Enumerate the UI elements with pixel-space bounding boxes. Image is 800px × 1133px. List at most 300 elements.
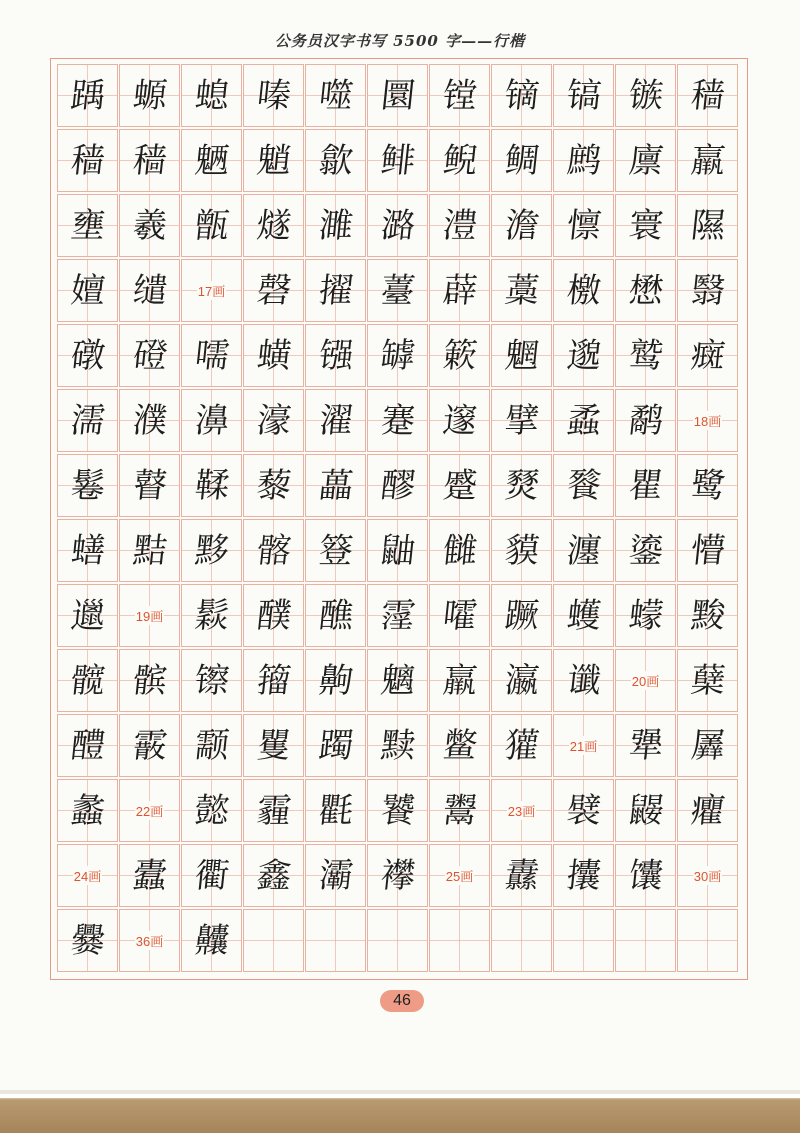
stroke-count-label: 30画 (693, 866, 722, 885)
character-cell (615, 64, 676, 127)
empty-practice-cell (367, 909, 428, 972)
character-cell (57, 779, 118, 842)
character-cell (367, 324, 428, 387)
handwritten-character: 攮 (564, 855, 603, 896)
character-cell (367, 389, 428, 452)
handwritten-character: 嬗 (68, 270, 107, 311)
handwritten-character: 邈 (564, 335, 603, 376)
character-cell (305, 714, 366, 777)
handwritten-character: 霾 (254, 790, 293, 831)
character-cell (181, 454, 242, 517)
character-cell (429, 129, 490, 192)
handwritten-character: 蹶 (502, 595, 541, 636)
empty-practice-cell (615, 909, 676, 972)
handwritten-character: 镲 (192, 660, 231, 701)
character-cell (491, 194, 552, 257)
character-cell (553, 389, 614, 452)
handwritten-character: 瀍 (564, 530, 603, 571)
handwritten-character: 衢 (192, 855, 231, 896)
handwritten-character: 醪 (378, 465, 417, 506)
handwritten-character: 犟 (626, 725, 665, 766)
handwritten-character: 鲷 (502, 140, 541, 181)
character-cell (367, 519, 428, 582)
handwritten-character: 镪 (316, 335, 355, 376)
character-cell (677, 519, 738, 582)
stroke-count-cell (181, 259, 242, 322)
handwritten-character: 鹫 (626, 335, 665, 376)
handwritten-character: 雠 (440, 530, 479, 571)
character-cell (429, 584, 490, 647)
handwritten-character: 蠡 (68, 790, 107, 831)
character-cell (181, 779, 242, 842)
handwritten-character: 檄 (564, 270, 603, 311)
handwritten-character: 濮 (130, 400, 169, 441)
handwritten-character: 澹 (502, 205, 541, 246)
handwritten-character: 灞 (316, 855, 355, 896)
handwritten-character: 鹭 (688, 465, 727, 506)
handwritten-character: 嗪 (254, 75, 293, 116)
stroke-count-label: 22画 (135, 801, 164, 820)
handwritten-character: 懋 (626, 270, 665, 311)
scan-bottom-edge (0, 1090, 800, 1133)
character-cell (305, 194, 366, 257)
character-cell (367, 129, 428, 192)
handwritten-character: 懔 (564, 205, 603, 246)
handwritten-character: 襞 (564, 790, 603, 831)
character-cell (615, 259, 676, 322)
character-cell (243, 129, 304, 192)
handwritten-character: 缱 (130, 270, 169, 311)
character-cell (119, 194, 180, 257)
handwritten-character: 馕 (626, 855, 665, 896)
character-cell (305, 259, 366, 322)
character-cell (553, 584, 614, 647)
stroke-count-label: 21画 (569, 736, 598, 755)
character-cell (677, 64, 738, 127)
character-cell (615, 389, 676, 452)
stroke-count-cell (119, 779, 180, 842)
character-cell (677, 714, 738, 777)
character-cell (243, 194, 304, 257)
character-cell (305, 519, 366, 582)
handwritten-character: 魉 (192, 140, 231, 181)
handwritten-character: 簌 (440, 335, 479, 376)
handwritten-character: 貘 (502, 530, 541, 571)
character-cell (553, 779, 614, 842)
handwritten-character: 瞿 (626, 465, 665, 506)
handwritten-character: 磬 (254, 270, 293, 311)
character-cell (553, 324, 614, 387)
character-cell (429, 389, 490, 452)
character-cell (553, 64, 614, 127)
character-cell (243, 649, 304, 712)
character-cell (57, 389, 118, 452)
character-cell (367, 584, 428, 647)
handwritten-character: 穑 (130, 140, 169, 181)
stroke-count-label: 36画 (135, 931, 164, 950)
character-cell (243, 259, 304, 322)
character-grid (57, 64, 739, 974)
character-cell (119, 844, 180, 907)
page-title: 公务员汉字书写 5500 字——行楷 (274, 32, 526, 50)
character-cell (615, 519, 676, 582)
character-cell (553, 129, 614, 192)
handwritten-character: 蟥 (254, 335, 293, 376)
character-cell (491, 259, 552, 322)
handwritten-character: 羲 (130, 205, 169, 246)
handwritten-character: 齉 (192, 920, 231, 961)
handwritten-character: 羼 (688, 725, 727, 766)
handwritten-character: 饕 (378, 790, 417, 831)
character-cell (57, 454, 118, 517)
handwritten-character: 噬 (316, 75, 355, 116)
character-cell (429, 649, 490, 712)
handwritten-character: 鼬 (378, 530, 417, 571)
character-cell (181, 129, 242, 192)
character-cell (243, 519, 304, 582)
handwritten-character: 濞 (192, 400, 231, 441)
handwritten-character: 嚅 (192, 335, 231, 376)
handwritten-character: 澧 (440, 205, 479, 246)
character-cell (57, 324, 118, 387)
character-cell (615, 194, 676, 257)
stroke-count-label: 25画 (445, 866, 474, 885)
handwritten-character: 醮 (316, 595, 355, 636)
character-cell (367, 259, 428, 322)
stroke-count-label: 20画 (631, 671, 660, 690)
empty-practice-cell (553, 909, 614, 972)
character-cell (243, 324, 304, 387)
handwritten-character: 穑 (688, 75, 727, 116)
character-cell (181, 844, 242, 907)
handwritten-character: 蹙 (440, 465, 479, 506)
stroke-count-label: 19画 (135, 606, 164, 625)
character-cell (553, 844, 614, 907)
character-cell (181, 584, 242, 647)
handwritten-character: 镐 (564, 75, 603, 116)
handwritten-character: 蟮 (68, 530, 107, 571)
handwritten-character: 鲱 (378, 140, 417, 181)
character-cell (429, 454, 490, 517)
character-cell (57, 259, 118, 322)
handwritten-character: 螅 (192, 75, 231, 116)
character-cell (615, 779, 676, 842)
handwritten-character: 踽 (68, 75, 107, 116)
character-cell (677, 324, 738, 387)
character-cell (305, 324, 366, 387)
character-cell (243, 844, 304, 907)
empty-practice-cell (429, 909, 490, 972)
character-cell (305, 649, 366, 712)
character-cell (677, 649, 738, 712)
character-cell (615, 714, 676, 777)
stroke-count-cell (615, 649, 676, 712)
handwritten-character: 髌 (130, 660, 169, 701)
handwritten-character: 廪 (626, 140, 665, 181)
handwritten-character: 濠 (254, 400, 293, 441)
handwritten-character: 蠖 (564, 595, 603, 636)
handwritten-character: 壅 (68, 205, 107, 246)
handwritten-character: 蟊 (564, 400, 603, 441)
character-cell (57, 649, 118, 712)
empty-practice-cell (305, 909, 366, 972)
character-cell (615, 454, 676, 517)
character-cell (367, 844, 428, 907)
handwritten-character: 黩 (378, 725, 417, 766)
handwritten-character: 襻 (378, 855, 417, 896)
character-cell (553, 649, 614, 712)
character-cell (243, 389, 304, 452)
handwritten-character: 鬏 (192, 595, 231, 636)
handwritten-character: 藟 (316, 465, 355, 506)
stroke-count-cell (553, 714, 614, 777)
character-cell (57, 909, 118, 972)
character-cell (615, 129, 676, 192)
character-cell (615, 584, 676, 647)
character-cell (429, 259, 490, 322)
handwritten-character: 潞 (378, 205, 417, 246)
handwritten-character: 齁 (316, 660, 355, 701)
character-cell (553, 519, 614, 582)
character-cell (553, 454, 614, 517)
character-cell (181, 194, 242, 257)
character-cell (181, 519, 242, 582)
character-cell (243, 454, 304, 517)
character-cell (429, 324, 490, 387)
handwritten-character: 鹬 (626, 400, 665, 441)
handwritten-character: 鹧 (564, 140, 603, 181)
handwritten-character: 爨 (68, 920, 107, 961)
character-cell (491, 129, 552, 192)
character-cell (491, 844, 552, 907)
handwritten-character: 鑫 (254, 855, 293, 896)
handwritten-character: 瀛 (502, 660, 541, 701)
handwritten-character: 濉 (316, 205, 355, 246)
handwritten-character: 黟 (192, 530, 231, 571)
handwritten-character: 蠓 (626, 595, 665, 636)
empty-practice-cell (677, 909, 738, 972)
handwritten-character: 鬈 (68, 465, 107, 506)
stroke-count-label: 24画 (73, 866, 102, 885)
handwritten-character: 濯 (316, 400, 355, 441)
character-cell (57, 584, 118, 647)
handwritten-character: 懵 (688, 530, 727, 571)
handwritten-character: 隰 (688, 205, 727, 246)
character-cell (429, 64, 490, 127)
handwritten-character: 黠 (130, 530, 169, 571)
handwritten-character: 鎏 (626, 530, 665, 571)
handwritten-character: 翳 (688, 270, 727, 311)
character-cell (243, 64, 304, 127)
character-cell (677, 779, 738, 842)
character-cell (57, 194, 118, 257)
handwritten-character: 擘 (502, 400, 541, 441)
character-cell (119, 129, 180, 192)
character-cell (243, 584, 304, 647)
character-cell (305, 779, 366, 842)
empty-practice-cell (243, 909, 304, 972)
handwritten-character: 嚯 (440, 595, 479, 636)
stroke-count-cell (429, 844, 490, 907)
page-number-badge: 46 (380, 990, 424, 1012)
character-cell (491, 454, 552, 517)
handwritten-character: 薹 (378, 270, 417, 311)
handwritten-character: 燹 (502, 465, 541, 506)
handwritten-character: 镞 (626, 75, 665, 116)
character-cell (305, 454, 366, 517)
handwritten-character: 镗 (440, 75, 479, 116)
handwritten-character: 鳖 (440, 725, 479, 766)
character-cell (677, 194, 738, 257)
character-cell (57, 519, 118, 582)
handwritten-character: 谶 (564, 660, 603, 701)
character-cell (57, 714, 118, 777)
handwritten-character: 濡 (68, 400, 107, 441)
character-cell (367, 64, 428, 127)
handwritten-character: 鬻 (440, 790, 479, 831)
character-cell (553, 259, 614, 322)
handwritten-character: 蹇 (378, 400, 417, 441)
handwritten-character: 魈 (254, 140, 293, 181)
character-cell (491, 324, 552, 387)
handwritten-character: 髋 (68, 660, 107, 701)
handwritten-character: 蘖 (688, 660, 727, 701)
character-cell (491, 519, 552, 582)
handwritten-character: 髂 (254, 530, 293, 571)
stroke-count-label: 23画 (507, 801, 536, 820)
handwritten-character: 鼹 (626, 790, 665, 831)
character-cell (367, 194, 428, 257)
handwritten-character: 邃 (440, 400, 479, 441)
character-cell (491, 584, 552, 647)
handwritten-character: 瞽 (130, 465, 169, 506)
handwritten-character: 甑 (192, 205, 231, 246)
handwritten-character: 羸 (440, 660, 479, 701)
handwritten-character: 礅 (68, 335, 107, 376)
character-cell (491, 389, 552, 452)
character-cell (119, 64, 180, 127)
character-cell (305, 129, 366, 192)
handwritten-character: 藜 (254, 465, 293, 506)
handwritten-character: 醴 (68, 725, 107, 766)
handwritten-character: 魑 (378, 660, 417, 701)
stroke-count-cell (119, 584, 180, 647)
character-cell (677, 259, 738, 322)
handwritten-character: 镝 (502, 75, 541, 116)
stroke-count-label: 18画 (693, 411, 722, 430)
character-cell (181, 909, 242, 972)
handwritten-character: 穑 (68, 140, 107, 181)
handwritten-character: 磴 (130, 335, 169, 376)
character-cell (491, 64, 552, 127)
character-cell (367, 714, 428, 777)
character-cell (119, 389, 180, 452)
handwritten-character: 籀 (254, 660, 293, 701)
stroke-count-label: 17画 (197, 281, 226, 300)
handwritten-character: 颥 (192, 725, 231, 766)
handwritten-character: 醭 (254, 595, 293, 636)
handwritten-character: 霪 (378, 595, 417, 636)
handwritten-character: 纛 (502, 855, 541, 896)
handwritten-character: 螈 (130, 75, 169, 116)
stroke-count-cell (57, 844, 118, 907)
handwritten-character: 霰 (130, 725, 169, 766)
handwritten-character: 擢 (316, 270, 355, 311)
character-cell (305, 64, 366, 127)
character-cell (119, 519, 180, 582)
handwritten-character: 蠹 (130, 855, 169, 896)
character-cell (119, 714, 180, 777)
character-cell (615, 324, 676, 387)
handwritten-character: 黢 (688, 595, 727, 636)
stroke-count-cell (491, 779, 552, 842)
handwritten-character: 羸 (688, 140, 727, 181)
character-cell (305, 844, 366, 907)
stroke-count-cell (677, 389, 738, 452)
handwritten-character: 燧 (254, 205, 293, 246)
character-cell (181, 714, 242, 777)
character-cell (305, 584, 366, 647)
handwritten-character: 氍 (316, 790, 355, 831)
character-cell (181, 389, 242, 452)
character-cell (119, 649, 180, 712)
character-cell (491, 649, 552, 712)
handwritten-character: 薜 (440, 270, 479, 311)
character-cell (677, 454, 738, 517)
character-cell (119, 454, 180, 517)
handwritten-character: 鲵 (440, 140, 479, 181)
paper-edge (0, 1094, 800, 1098)
handwritten-character: 簦 (316, 530, 355, 571)
handwritten-character: 懿 (192, 790, 231, 831)
handwritten-character: 癍 (688, 335, 727, 376)
character-cell (367, 649, 428, 712)
handwritten-character: 躅 (316, 725, 355, 766)
character-cell (119, 259, 180, 322)
stroke-count-cell (119, 909, 180, 972)
handwritten-character: 餮 (564, 465, 603, 506)
stroke-count-cell (677, 844, 738, 907)
handwritten-character: 邋 (68, 595, 107, 636)
character-cell (429, 714, 490, 777)
character-cell (243, 779, 304, 842)
character-cell (243, 714, 304, 777)
character-cell (181, 324, 242, 387)
handwritten-character: 矍 (254, 725, 293, 766)
character-cell (677, 584, 738, 647)
character-cell (615, 844, 676, 907)
handwritten-character: 獾 (502, 725, 541, 766)
character-cell (57, 129, 118, 192)
character-cell (305, 389, 366, 452)
empty-practice-cell (491, 909, 552, 972)
character-cell (181, 64, 242, 127)
character-cell (491, 714, 552, 777)
handwritten-character: 圜 (378, 75, 417, 116)
handwritten-character: 歙 (316, 140, 355, 181)
handwritten-character: 癯 (688, 790, 727, 831)
character-cell (181, 649, 242, 712)
handwritten-character: 鞣 (192, 465, 231, 506)
character-cell (367, 779, 428, 842)
character-cell (429, 779, 490, 842)
character-cell (57, 64, 118, 127)
handwritten-character: 罅 (378, 335, 417, 376)
character-cell (677, 129, 738, 192)
character-cell (429, 519, 490, 582)
character-cell (367, 454, 428, 517)
character-cell (429, 194, 490, 257)
